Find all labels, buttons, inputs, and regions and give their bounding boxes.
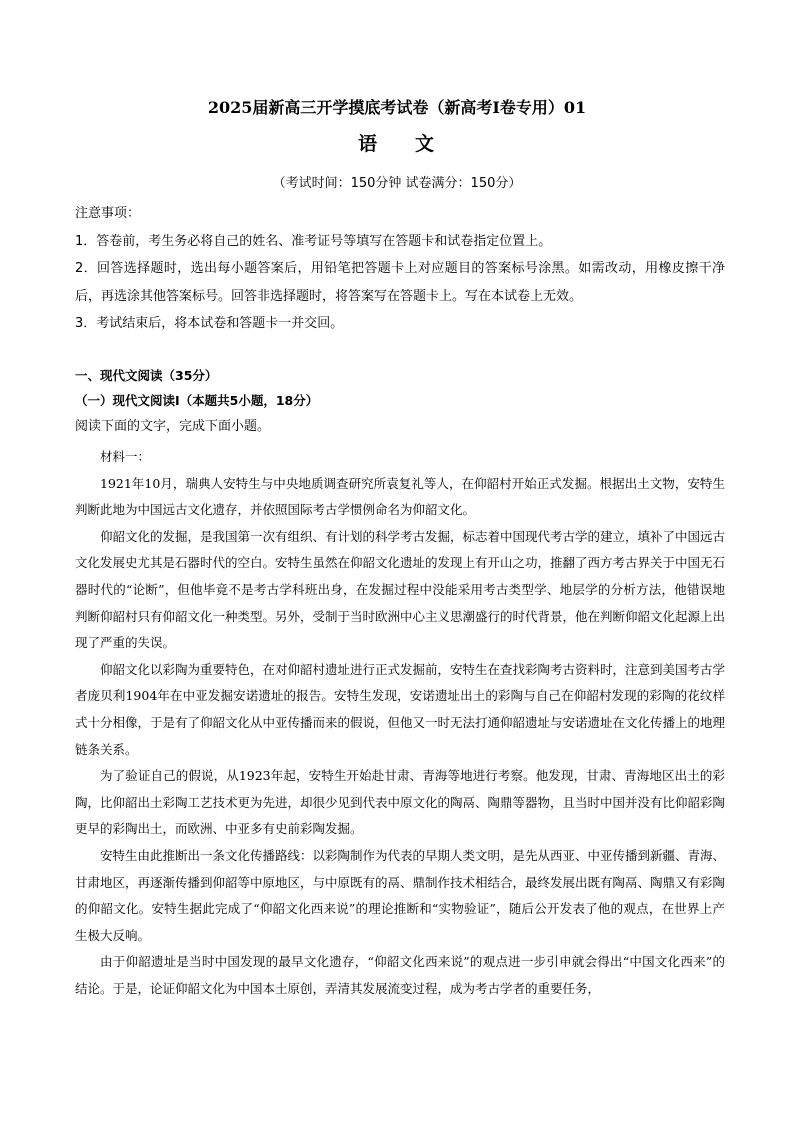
- section-subtitle: （一）现代文阅读Ⅰ（本题共5小题，18分）: [75, 393, 319, 408]
- notes-heading: 注意事项：: [75, 206, 141, 221]
- article-paragraph: 仰韶文化的发掘，是我国第一次有组织、有计划的科学考古发掘，标志着中国现代考古学的建立，填补了中国远古文化发展史尤其是石器时代的空白。安特生虽然在仰韶文化遗址的发现上有开山之功，推翻了西方考古界关于中国无石器时代的“论断”，但他毕竟不是考古学科班出身，在发掘过程中没能采用考古类型学、地层学的分析方法，他错误地判断仰韶村只有仰韶文化一种类型。另外，受制于当时欧洲中心主义思潮盛行的时代背景，他在判断仰韶文化起源上出现了严重的失误。: [75, 528, 726, 651]
- article-paragraph: 1921年10月，瑞典人安特生与中央地质调查研究所袁复礼等人，在仰韶村开始正式发掘。根据出土文物，安特生判断此地为中国远古文化遗存，并依照国际考古学惯例命名为仰韶文化。: [75, 475, 725, 518]
- section-title: 一、现代文阅读（35分）: [75, 368, 218, 383]
- note-item: 3．考试结束后，将本试卷和答题卡一并交回。: [75, 316, 344, 331]
- note-item: 1．答卷前，考生务必将自己的姓名、准考证号等填写在答题卡和试卷指定位置上。: [75, 233, 552, 249]
- note-item: 2．回答选择题时，选出每小题答案后，用铅笔把答题卡上对应题目的答案标号涂黑。如需改动，用橡皮擦干净后，再选涂其他答案标号。回答非选择题时，将答案写在答题卡上。写在本试卷上无效。: [75, 261, 725, 304]
- exam-info: （考试时间：150分钟 试卷满分：150分）: [272, 176, 522, 191]
- section-instruction: 阅读下面的文字，完成下面小题。: [75, 419, 271, 434]
- article-paragraph: 仰韶文化以彩陶为重要特色，在对仰韶村遗址进行正式发掘前，安特生在查找彩陶考古资料时，注意到美国考古学者庞贝利1904年在中亚发掘安诺遗址的报告。安特生发现，安诺遗址出土的彩陶与自己在仰韶村发现的彩陶的花纹样式十分相像，于是有了仰韶文化从中亚传播而来的假说，但他又一时无法打通仰韶遗址与安诺遗址在文化传播上的地理链条关系。: [75, 661, 726, 757]
- subject-title: [0, 131, 794, 157]
- notes-block: [75, 200, 725, 338]
- exam-title: 2025届新高三开学摸底考试卷（新高考Ⅰ卷专用）01: [207, 98, 587, 117]
- article-body: [75, 444, 725, 1002]
- subject-char-2: 文: [415, 133, 437, 155]
- article-paragraph: 安特生由此推断出一条文化传播路线：以彩陶制作为代表的早期人类文明，是先从西亚、中亚传播到新疆、青海、甘肃地区，再逐渐传播到仰韶等中原地区，与中原既有的鬲、鼎制作技术相结合，最终发展出既有陶鬲、陶鼎又有彩陶的仰韶文化。安特生据此完成了“仰韶文化西来说”的理论推断和“实物验证”，随后公开发表了他的观点，在世界上产生极大反响。: [75, 847, 726, 943]
- article-paragraph: 为了验证自己的假说，从1923年起，安特生开始赴甘肃、青海等地进行考察。他发现，甘肃、青海地区出土的彩陶，比仰韶出土彩陶工艺技术更为先进，却很少见到代表中原文化的陶鬲、陶鼎等器物，且当时中国并没有比仰韶彩陶更早的彩陶出土，而欧洲、中亚多有史前彩陶发掘。: [75, 768, 726, 837]
- subject-char-1: 语: [357, 133, 379, 155]
- material-label: 材料一：: [100, 449, 151, 464]
- article-paragraph: 由于仰韶遗址是当时中国发现的最早文化遗存，“仰韶文化西来说”的观点进一步引申就会得出“中国文化西来”的结论。于是，论证仰韶文化为中国本土原创，弄清其发展流变过程，成为考古学者的重要任务，: [75, 954, 725, 996]
